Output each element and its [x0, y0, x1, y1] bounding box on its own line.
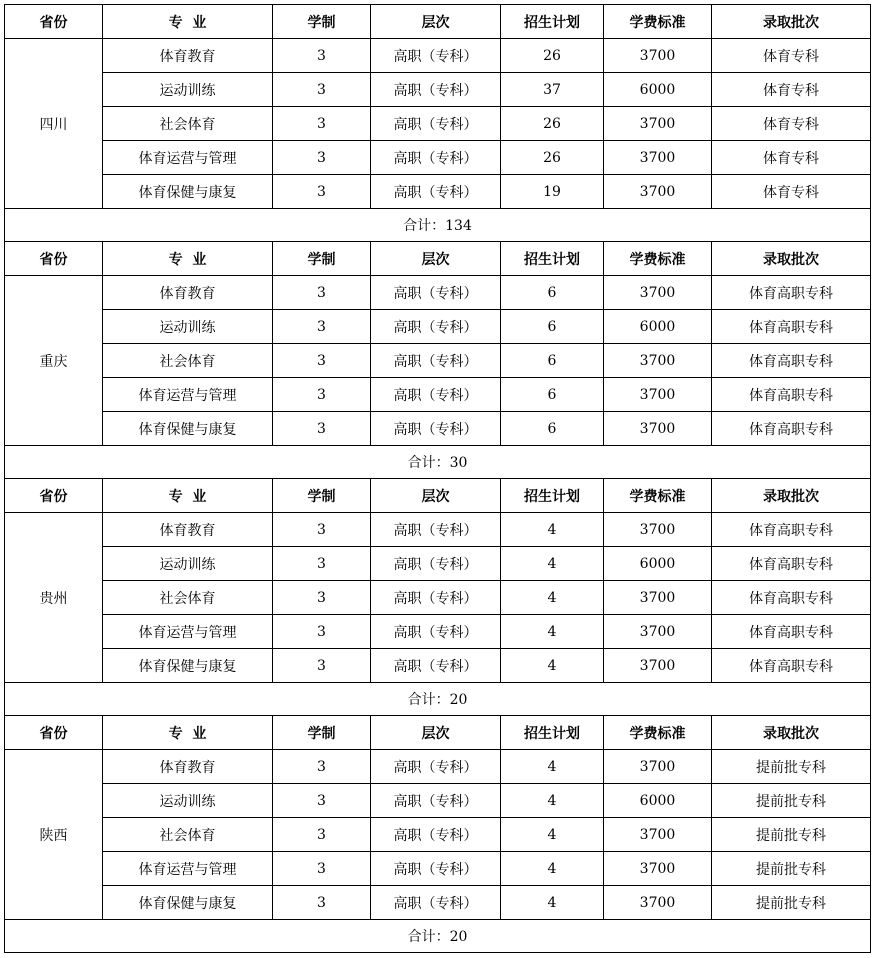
plan-cell: 4	[501, 513, 604, 547]
header-years: 学制	[273, 242, 371, 276]
level-cell: 高职（专科）	[371, 818, 501, 852]
total-cell: 合计：134	[5, 209, 871, 242]
fee-cell: 6000	[604, 73, 712, 107]
years-cell: 3	[273, 818, 371, 852]
years-cell: 3	[273, 310, 371, 344]
years-cell: 3	[273, 412, 371, 446]
batch-cell: 体育高职专科	[712, 344, 871, 378]
fee-cell: 6000	[604, 784, 712, 818]
enrollment-plan-table	[4, 4, 871, 953]
header-plan: 招生计划	[501, 716, 604, 750]
header-major: 专 业	[103, 479, 273, 513]
table-row	[5, 141, 871, 175]
total-row	[5, 446, 871, 479]
plan-cell: 4	[501, 784, 604, 818]
plan-cell: 6	[501, 378, 604, 412]
level-cell: 高职（专科）	[371, 310, 501, 344]
fee-cell: 6000	[604, 547, 712, 581]
plan-cell: 4	[501, 581, 604, 615]
table-row	[5, 175, 871, 209]
fee-cell: 6000	[604, 310, 712, 344]
header-province: 省份	[5, 242, 103, 276]
batch-cell: 提前批专科	[712, 784, 871, 818]
years-cell: 3	[273, 852, 371, 886]
major-cell: 社会体育	[103, 107, 273, 141]
table-row	[5, 107, 871, 141]
level-cell: 高职（专科）	[371, 107, 501, 141]
major-cell: 运动训练	[103, 310, 273, 344]
batch-cell: 提前批专科	[712, 852, 871, 886]
province-cell: 贵州	[5, 513, 103, 683]
total-cell: 合计：20	[5, 683, 871, 716]
plan-cell: 4	[501, 818, 604, 852]
plan-cell: 4	[501, 750, 604, 784]
total-row	[5, 209, 871, 242]
batch-cell: 体育高职专科	[712, 276, 871, 310]
batch-cell: 提前批专科	[712, 750, 871, 784]
header-plan: 招生计划	[501, 5, 604, 39]
level-cell: 高职（专科）	[371, 784, 501, 818]
header-level: 层次	[371, 716, 501, 750]
level-cell: 高职（专科）	[371, 649, 501, 683]
fee-cell: 3700	[604, 378, 712, 412]
major-cell: 运动训练	[103, 73, 273, 107]
plan-cell: 6	[501, 310, 604, 344]
header-batch: 录取批次	[712, 479, 871, 513]
batch-cell: 体育专科	[712, 73, 871, 107]
header-major: 专 业	[103, 242, 273, 276]
plan-cell: 4	[501, 886, 604, 920]
batch-cell: 提前批专科	[712, 818, 871, 852]
plan-cell: 4	[501, 547, 604, 581]
batch-cell: 体育高职专科	[712, 310, 871, 344]
years-cell: 3	[273, 513, 371, 547]
header-row	[5, 242, 871, 276]
plan-cell: 37	[501, 73, 604, 107]
major-cell: 体育保健与康复	[103, 412, 273, 446]
plan-cell: 4	[501, 852, 604, 886]
major-cell: 社会体育	[103, 344, 273, 378]
header-batch: 录取批次	[712, 242, 871, 276]
province-cell: 陕西	[5, 750, 103, 920]
major-cell: 社会体育	[103, 818, 273, 852]
fee-cell: 3700	[604, 412, 712, 446]
plan-cell: 6	[501, 412, 604, 446]
header-province: 省份	[5, 716, 103, 750]
total-cell: 合计：20	[5, 920, 871, 953]
major-cell: 运动训练	[103, 784, 273, 818]
table-row	[5, 39, 871, 73]
major-cell: 社会体育	[103, 581, 273, 615]
fee-cell: 3700	[604, 852, 712, 886]
header-level: 层次	[371, 5, 501, 39]
years-cell: 3	[273, 175, 371, 209]
years-cell: 3	[273, 886, 371, 920]
table-row	[5, 886, 871, 920]
years-cell: 3	[273, 378, 371, 412]
fee-cell: 3700	[604, 886, 712, 920]
table-row	[5, 615, 871, 649]
years-cell: 3	[273, 615, 371, 649]
level-cell: 高职（专科）	[371, 581, 501, 615]
header-years: 学制	[273, 479, 371, 513]
table-row	[5, 513, 871, 547]
header-major: 专 业	[103, 716, 273, 750]
header-province: 省份	[5, 479, 103, 513]
fee-cell: 3700	[604, 649, 712, 683]
header-row	[5, 5, 871, 39]
major-cell: 体育运营与管理	[103, 852, 273, 886]
batch-cell: 体育高职专科	[712, 513, 871, 547]
total-row	[5, 683, 871, 716]
batch-cell: 体育高职专科	[712, 615, 871, 649]
header-fee: 学费标准	[604, 5, 712, 39]
plan-cell: 26	[501, 141, 604, 175]
plan-cell: 6	[501, 276, 604, 310]
major-cell: 体育运营与管理	[103, 141, 273, 175]
fee-cell: 3700	[604, 513, 712, 547]
batch-cell: 体育专科	[712, 107, 871, 141]
major-cell: 体育教育	[103, 750, 273, 784]
years-cell: 3	[273, 73, 371, 107]
major-cell: 体育教育	[103, 39, 273, 73]
years-cell: 3	[273, 39, 371, 73]
header-major: 专 业	[103, 5, 273, 39]
table-row	[5, 581, 871, 615]
years-cell: 3	[273, 276, 371, 310]
header-row	[5, 479, 871, 513]
fee-cell: 3700	[604, 344, 712, 378]
fee-cell: 3700	[604, 581, 712, 615]
header-fee: 学费标准	[604, 479, 712, 513]
fee-cell: 3700	[604, 750, 712, 784]
level-cell: 高职（专科）	[371, 175, 501, 209]
major-cell: 体育保健与康复	[103, 649, 273, 683]
major-cell: 运动训练	[103, 547, 273, 581]
level-cell: 高职（专科）	[371, 39, 501, 73]
major-cell: 体育教育	[103, 513, 273, 547]
province-cell: 四川	[5, 39, 103, 209]
header-batch: 录取批次	[712, 716, 871, 750]
batch-cell: 体育专科	[712, 141, 871, 175]
table-row	[5, 378, 871, 412]
major-cell: 体育教育	[103, 276, 273, 310]
major-cell: 体育运营与管理	[103, 615, 273, 649]
years-cell: 3	[273, 649, 371, 683]
header-years: 学制	[273, 5, 371, 39]
level-cell: 高职（专科）	[371, 852, 501, 886]
header-level: 层次	[371, 242, 501, 276]
level-cell: 高职（专科）	[371, 344, 501, 378]
level-cell: 高职（专科）	[371, 276, 501, 310]
plan-cell: 26	[501, 107, 604, 141]
table-row	[5, 412, 871, 446]
batch-cell: 体育高职专科	[712, 412, 871, 446]
table-row	[5, 649, 871, 683]
fee-cell: 3700	[604, 107, 712, 141]
header-fee: 学费标准	[604, 716, 712, 750]
years-cell: 3	[273, 344, 371, 378]
table-row	[5, 547, 871, 581]
table-row	[5, 310, 871, 344]
major-cell: 体育保健与康复	[103, 175, 273, 209]
header-plan: 招生计划	[501, 479, 604, 513]
batch-cell: 体育高职专科	[712, 649, 871, 683]
table-row	[5, 73, 871, 107]
major-cell: 体育保健与康复	[103, 886, 273, 920]
fee-cell: 3700	[604, 141, 712, 175]
table-row	[5, 750, 871, 784]
batch-cell: 体育高职专科	[712, 547, 871, 581]
level-cell: 高职（专科）	[371, 886, 501, 920]
table-row	[5, 276, 871, 310]
table-body	[5, 5, 871, 953]
header-row	[5, 716, 871, 750]
plan-cell: 19	[501, 175, 604, 209]
header-batch: 录取批次	[712, 5, 871, 39]
fee-cell: 3700	[604, 276, 712, 310]
level-cell: 高职（专科）	[371, 547, 501, 581]
table-row	[5, 818, 871, 852]
plan-cell: 4	[501, 649, 604, 683]
header-province: 省份	[5, 5, 103, 39]
table-row	[5, 852, 871, 886]
years-cell: 3	[273, 107, 371, 141]
level-cell: 高职（专科）	[371, 750, 501, 784]
table-row	[5, 344, 871, 378]
province-cell: 重庆	[5, 276, 103, 446]
header-years: 学制	[273, 716, 371, 750]
plan-cell: 26	[501, 39, 604, 73]
level-cell: 高职（专科）	[371, 513, 501, 547]
fee-cell: 3700	[604, 39, 712, 73]
header-fee: 学费标准	[604, 242, 712, 276]
header-plan: 招生计划	[501, 242, 604, 276]
batch-cell: 提前批专科	[712, 886, 871, 920]
years-cell: 3	[273, 581, 371, 615]
level-cell: 高职（专科）	[371, 412, 501, 446]
table-row	[5, 784, 871, 818]
batch-cell: 体育专科	[712, 39, 871, 73]
years-cell: 3	[273, 141, 371, 175]
total-row	[5, 920, 871, 953]
batch-cell: 体育专科	[712, 175, 871, 209]
plan-cell: 6	[501, 344, 604, 378]
years-cell: 3	[273, 784, 371, 818]
batch-cell: 体育高职专科	[712, 581, 871, 615]
level-cell: 高职（专科）	[371, 141, 501, 175]
total-cell: 合计：30	[5, 446, 871, 479]
batch-cell: 体育高职专科	[712, 378, 871, 412]
level-cell: 高职（专科）	[371, 615, 501, 649]
years-cell: 3	[273, 750, 371, 784]
fee-cell: 3700	[604, 175, 712, 209]
years-cell: 3	[273, 547, 371, 581]
major-cell: 体育运营与管理	[103, 378, 273, 412]
level-cell: 高职（专科）	[371, 378, 501, 412]
header-level: 层次	[371, 479, 501, 513]
level-cell: 高职（专科）	[371, 73, 501, 107]
fee-cell: 3700	[604, 615, 712, 649]
fee-cell: 3700	[604, 818, 712, 852]
plan-cell: 4	[501, 615, 604, 649]
